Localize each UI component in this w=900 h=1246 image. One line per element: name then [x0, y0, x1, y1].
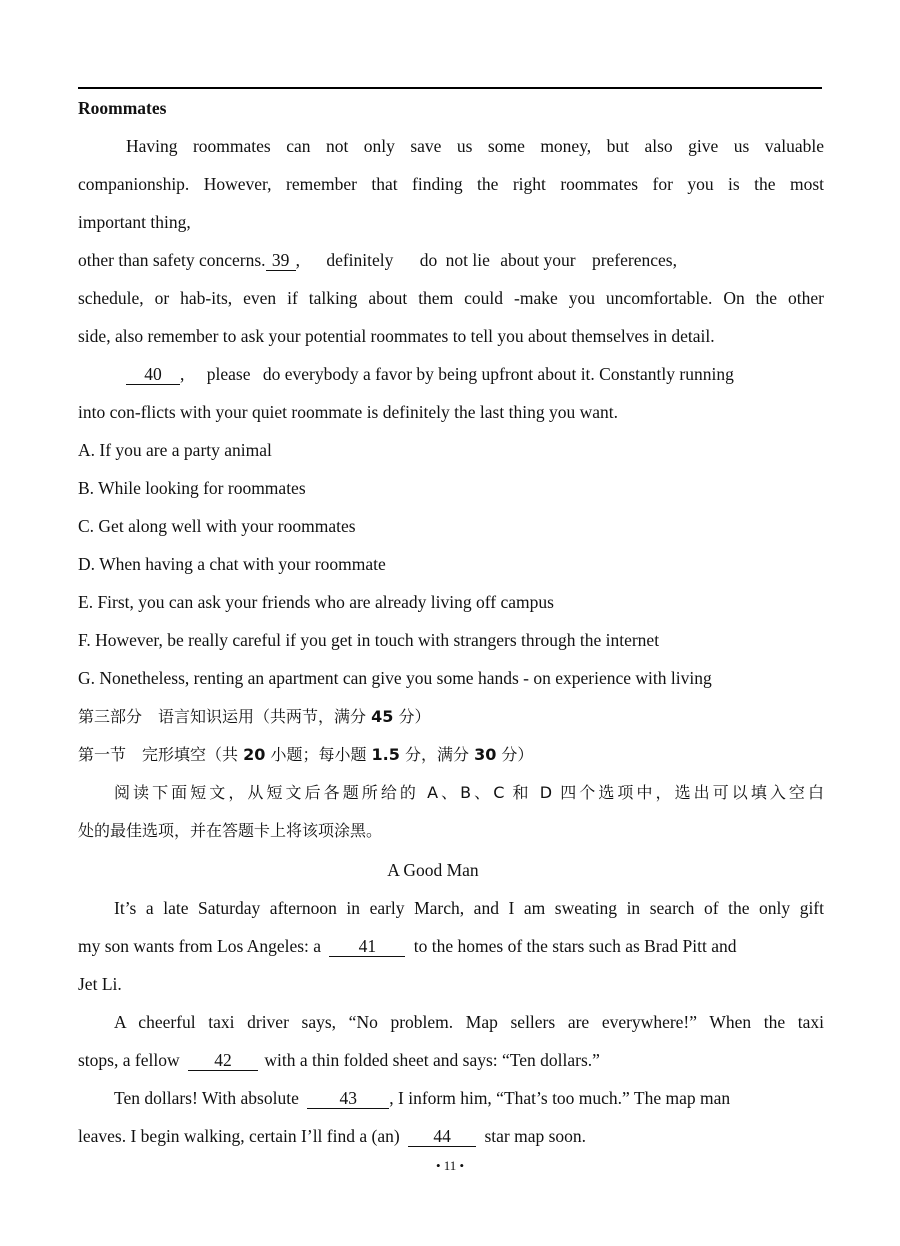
cloze-mid1: 小题；每小题 [265, 745, 372, 764]
p2-line2-post: with a thin folded sheet and says: “Ten dollars.” [264, 1050, 600, 1070]
passage1-line-3: important thing, [78, 212, 191, 232]
section-heading-cloze [78, 743, 824, 767]
part3-suffix: 分） [393, 707, 431, 726]
blank-43[interactable]: 43 [307, 1088, 389, 1109]
passage2-p1-line-3: Jet Li. [78, 974, 122, 994]
cloze-suffix: 分） [496, 745, 534, 764]
part3-score: 45 [371, 707, 394, 726]
line4-word-not-lie: not lie [445, 250, 490, 270]
option-e[interactable]: E. First, you can ask your friends who are already living off campus [78, 592, 554, 612]
blank-42[interactable]: 42 [188, 1050, 258, 1071]
cloze-mid2: 分，满分 [399, 745, 475, 764]
line4-word-definitely: definitely [326, 250, 394, 270]
option-d[interactable]: D. When having a chat with your roommate [78, 554, 386, 574]
section-heading-part3 [78, 705, 824, 729]
p1-line2-post: to the homes of the stars such as Brad Pitt and [413, 936, 737, 956]
passage-title-a-good-man: A Good Man [387, 860, 479, 880]
cloze-count: 20 [243, 745, 266, 764]
line4-word-about-your: about your [500, 250, 576, 270]
passage1-line-7 [126, 362, 824, 386]
passage2-p1-line-2 [78, 934, 824, 958]
top-rule [78, 87, 822, 89]
blank-40[interactable]: 40 [126, 364, 180, 385]
option-f[interactable]: F. However, be really careful if you get in touch with strangers through the internet [78, 630, 660, 650]
passage2-p1-line-1: It’s a late Saturday afternoon in early March, and I am sweating in search of the only gift [114, 898, 824, 918]
p3-line1-post: , I inform him, “That’s too much.” The map man [389, 1088, 731, 1108]
page-number: • 11 • [435, 1158, 465, 1173]
passage1-line-6: side, also remember to ask your potential roommates to tell you about themselves in detail. [78, 326, 715, 346]
instructions-line-2: 处的最佳选项，并在答题卡上将该项涂黑。 [78, 821, 383, 840]
p2-line2-pre: stops, a fellow [78, 1050, 180, 1070]
passage1-line-5: schedule, or hab-its, even if talking about them could -make you uncomfortable. On the other [78, 288, 824, 308]
passage1-line-2: companionship. However, remember that finding the right roommates for you is the most [78, 174, 824, 194]
cloze-total: 30 [474, 745, 497, 764]
line4-text: other than safety concerns. [78, 250, 266, 270]
cloze-each: 1.5 [371, 745, 400, 764]
line4-word-do: do [419, 250, 438, 270]
part3-label: 第三部分 语言知识运用（共两节，满分 [78, 707, 372, 726]
line7-text: do everybody a favor by being upfront about it. Constantly running [262, 364, 734, 384]
blank-44[interactable]: 44 [408, 1126, 476, 1147]
p3-line1-pre: Ten dollars! With absolute [114, 1088, 299, 1108]
option-b[interactable]: B. While looking for roommates [78, 478, 306, 498]
line7-please: please [206, 364, 251, 384]
passage2-p2-line-2 [78, 1048, 824, 1072]
passage1-line-4 [78, 248, 824, 272]
blank-39[interactable]: 39 [266, 250, 296, 271]
option-a[interactable]: A. If you are a party animal [78, 440, 272, 460]
line7-comma: , [180, 364, 185, 384]
passage1-line-8: into con-flicts with your quiet roommate is definitely the last thing you want. [78, 402, 618, 422]
blank-41[interactable]: 41 [329, 936, 405, 957]
instructions-line-1: 阅读下面短文，从短文后各题所给的 A、B、C 和 D 四个选项中，选出可以填入空白 [114, 783, 824, 802]
option-g[interactable]: G. Nonetheless, renting an apartment can give you some hands - on experience with living [78, 668, 712, 688]
p3-line2-pre: leaves. I begin walking, certain I’ll find a (an) [78, 1126, 400, 1146]
passage2-p3-line-2 [78, 1124, 824, 1148]
passage2-p3-line-1 [114, 1086, 824, 1110]
p1-line2-pre: my son wants from Los Angeles: a [78, 936, 322, 956]
line4-word-preferences: preferences, [591, 250, 677, 270]
passage2-p2-line-1: A cheerful taxi driver says, “No problem. Map sellers are everywhere!” When the taxi [114, 1012, 824, 1032]
cloze-label: 第一节 完形填空（共 [78, 745, 244, 764]
line4-comma: , [295, 250, 300, 270]
option-c[interactable]: C. Get along well with your roommates [78, 516, 356, 536]
p3-line2-post: star map soon. [484, 1126, 587, 1146]
passage-title-roommates: Roommates [78, 98, 167, 118]
passage1-line-1: Having roommates can not only save us some money, but also give us valuable [126, 136, 824, 156]
